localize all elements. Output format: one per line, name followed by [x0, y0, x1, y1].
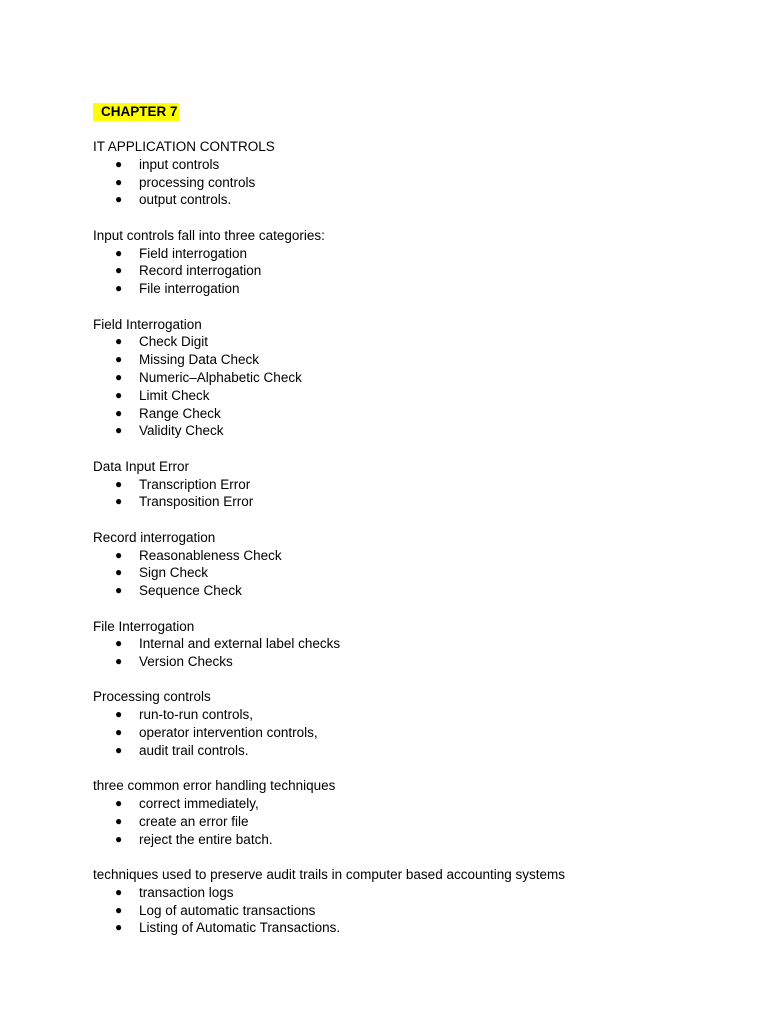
- list-item: [93, 493, 733, 511]
- list-item: [93, 422, 733, 440]
- list-item: [93, 547, 733, 565]
- chapter-title: CHAPTER 7: [93, 103, 179, 121]
- list-item-text: Numeric–Alphabetic Check: [139, 369, 302, 385]
- list-item: [93, 813, 733, 831]
- bullet-icon: ●: [115, 884, 123, 899]
- bullet-icon: ●: [115, 156, 123, 171]
- chapter-line: [93, 103, 733, 121]
- list-item-text: File interrogation: [139, 281, 240, 297]
- list-item-text: operator intervention controls,: [139, 725, 318, 741]
- bullet-list: [93, 156, 733, 209]
- list-item: [93, 582, 733, 600]
- list-item: [93, 369, 733, 387]
- list-item: [93, 387, 733, 405]
- bullet-icon: ●: [115, 565, 123, 580]
- bullet-icon: ●: [115, 281, 123, 296]
- bullet-icon: ●: [115, 707, 123, 722]
- list-item-text: output controls.: [139, 192, 232, 208]
- list-item-text: Reasonableness Check: [139, 547, 282, 563]
- list-item-text: run-to-run controls,: [139, 707, 254, 723]
- list-item-text: Version Checks: [139, 654, 233, 670]
- list-item: [93, 742, 733, 760]
- list-item: [93, 653, 733, 671]
- bullet-list: [93, 795, 733, 848]
- list-item: [93, 333, 733, 351]
- section-heading: Data Input Error: [93, 458, 190, 474]
- section: [93, 618, 733, 671]
- bullet-icon: ●: [115, 245, 123, 260]
- bullet-icon: ●: [115, 547, 123, 562]
- bullet-icon: ●: [115, 369, 123, 384]
- document-page: [93, 103, 733, 955]
- section-heading: Record interrogation: [93, 529, 216, 545]
- bullet-icon: ●: [115, 742, 123, 757]
- section: [93, 529, 733, 600]
- list-item: [93, 706, 733, 724]
- bullet-icon: ●: [115, 192, 123, 207]
- list-item-text: audit trail controls.: [139, 742, 249, 758]
- section-heading: Processing controls: [93, 689, 211, 705]
- bullet-icon: ●: [115, 494, 123, 509]
- list-item: [93, 245, 733, 263]
- section-heading: three common error handling techniques: [93, 778, 336, 794]
- section-heading: Input controls fall into three categories:: [93, 227, 325, 243]
- list-item-text: Transposition Error: [139, 494, 254, 510]
- list-item-text: reject the entire batch.: [139, 831, 273, 847]
- list-item: [93, 884, 733, 902]
- list-item-text: Missing Data Check: [139, 352, 260, 368]
- bullet-list: [93, 547, 733, 600]
- section: [93, 316, 733, 441]
- section-heading: Field Interrogation: [93, 316, 202, 332]
- list-item-text: Internal and external label checks: [139, 636, 341, 652]
- bullet-icon: ●: [115, 813, 123, 828]
- bullet-icon: ●: [115, 796, 123, 811]
- bullet-icon: ●: [115, 263, 123, 278]
- bullet-icon: ●: [115, 583, 123, 598]
- bullet-icon: ●: [115, 423, 123, 438]
- list-item: [93, 191, 733, 209]
- list-item-text: Limit Check: [139, 387, 210, 403]
- list-item-text: Validity Check: [139, 423, 224, 439]
- list-item: [93, 351, 733, 369]
- bullet-icon: ●: [115, 352, 123, 367]
- list-item-text: transaction logs: [139, 884, 234, 900]
- list-item: [93, 635, 733, 653]
- section-heading: IT APPLICATION CONTROLS: [93, 139, 275, 154]
- list-item: [93, 280, 733, 298]
- bullet-list: [93, 706, 733, 759]
- list-item-text: Transcription Error: [139, 476, 251, 492]
- section: [93, 138, 733, 209]
- bullet-icon: ●: [115, 174, 123, 189]
- section-heading: File Interrogation: [93, 618, 195, 634]
- bullet-list: [93, 635, 733, 671]
- list-item-text: Record interrogation: [139, 263, 262, 279]
- list-item: [93, 174, 733, 192]
- list-item-text: Sequence Check: [139, 583, 242, 599]
- bullet-icon: ●: [115, 476, 123, 491]
- section: [93, 777, 733, 848]
- bullet-list: [93, 884, 733, 937]
- list-item-text: Listing of Automatic Transactions.: [139, 920, 341, 936]
- section: [93, 458, 733, 511]
- section: [93, 866, 733, 937]
- bullet-icon: ●: [115, 831, 123, 846]
- bullet-icon: ●: [115, 636, 123, 651]
- list-item: [93, 902, 733, 920]
- list-item: [93, 795, 733, 813]
- list-item-text: Range Check: [139, 405, 221, 421]
- list-item-text: Sign Check: [139, 565, 209, 581]
- list-item-text: Field interrogation: [139, 245, 248, 261]
- list-item: [93, 262, 733, 280]
- list-item: [93, 724, 733, 742]
- bullet-list: [93, 333, 733, 440]
- bullet-icon: ●: [115, 654, 123, 669]
- bullet-icon: ●: [115, 902, 123, 917]
- bullet-icon: ●: [115, 725, 123, 740]
- section: [93, 688, 733, 759]
- list-item-text: processing controls: [139, 174, 256, 190]
- list-item-text: correct immediately,: [139, 796, 259, 812]
- list-item: [93, 919, 733, 937]
- bullet-icon: ●: [115, 334, 123, 349]
- bullet-icon: ●: [115, 387, 123, 402]
- bullet-list: [93, 476, 733, 512]
- list-item: [93, 476, 733, 494]
- list-item-text: Check Digit: [139, 334, 209, 350]
- sections-container: [93, 138, 733, 937]
- section-heading: techniques used to preserve audit trails in computer based accounting systems: [93, 867, 566, 883]
- list-item-text: create an error file: [139, 813, 249, 829]
- list-item: [93, 564, 733, 582]
- bullet-icon: ●: [115, 920, 123, 935]
- bullet-icon: ●: [115, 405, 123, 420]
- list-item-text: Log of automatic transactions: [139, 902, 316, 918]
- list-item: [93, 405, 733, 423]
- list-item: [93, 156, 733, 174]
- list-item-text: input controls: [139, 156, 220, 172]
- list-item: [93, 831, 733, 849]
- section: [93, 227, 733, 298]
- bullet-list: [93, 245, 733, 298]
